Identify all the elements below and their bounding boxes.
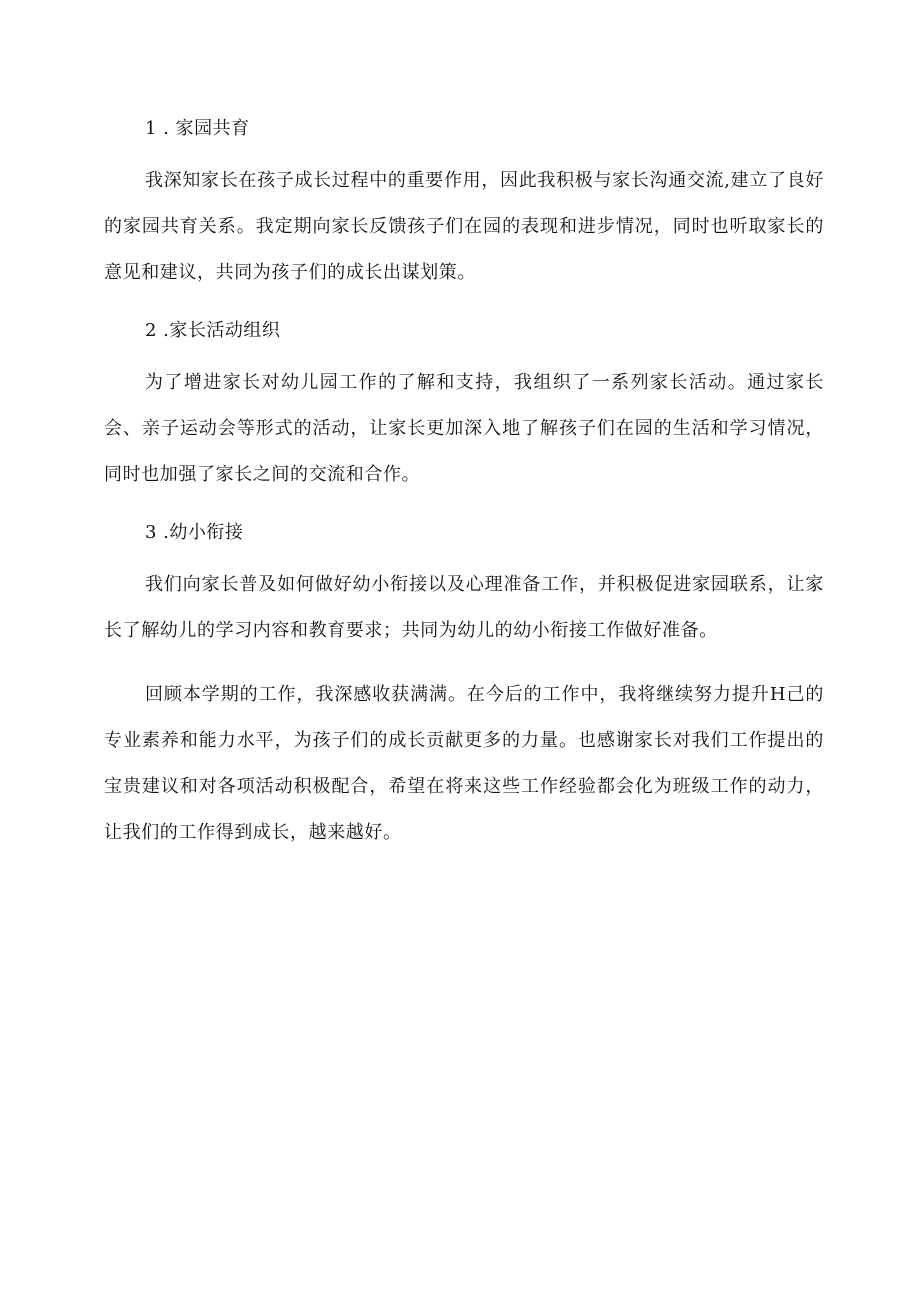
section-heading-kindergarten-transition: 3 .幼小衔接 [145, 522, 244, 543]
section-heading-parent-activities: 2 .家长活动组织 [145, 320, 281, 341]
section-body-parent-activities: 为了增进家长对幼儿园工作的了解和支持，我组织了一系列家长活动。通过家长会、亲子运动会等形式的活动，让家长更加深入地了解孩子们在园的生活和学习情况，同时也加强了家长之间的交流和合作。 [104, 372, 824, 485]
section-body-home-school: 我深知家长在孩子成长过程中的重要作用，因此我积极与家长沟通交流,建立了良好的家园共育关系。我定期向家长反馈孩子们在园的表现和进步情况，同时也听取家长的意见和建议，共同为孩子们的成长出谋划策。 [104, 170, 824, 283]
section-heading-home-school: 1 . 家园共育 [145, 118, 250, 139]
section-body-kindergarten-transition: 我们向家长普及如何做好幼小衔接以及心理准备工作，并积极促进家园联系，让家长了解幼儿的学习内容和教育要求；共同为幼儿的幼小衔接工作做好准备。 [104, 574, 824, 641]
conclusion-paragraph: 回顾本学期的工作，我深感收获满满。在今后的工作中，我将继续努力提升H己的专业素养和能力水平，为孩子们的成长贡献更多的力量。也感谢家长对我们工作提出的宝贵建议和对各项活动积极配合，希望在将来这些工作经验都会化为班级工作的动力，让我们的工作得到成长，越来越好。 [104, 684, 824, 843]
